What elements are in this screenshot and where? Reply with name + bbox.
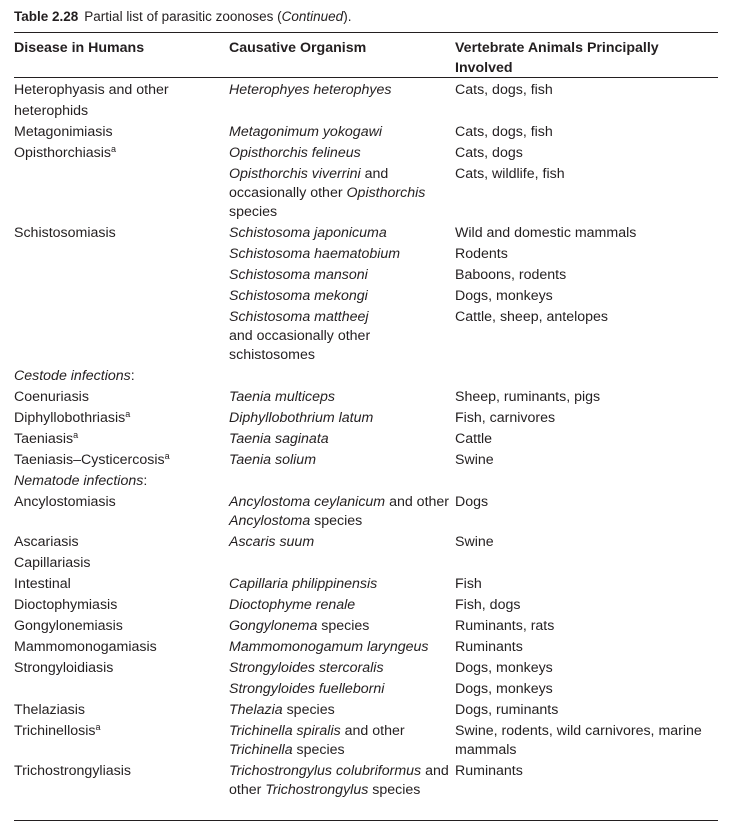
disease-cell bbox=[14, 165, 229, 222]
disease-cell: Trichostrongyliasis bbox=[14, 763, 131, 779]
animals-cell: Fish bbox=[455, 576, 482, 592]
section-title: Nematode infections bbox=[14, 473, 144, 489]
table-row bbox=[14, 492, 725, 532]
disease-cell: Coenuriasis bbox=[14, 389, 89, 405]
animals-cell: Cats, dogs, fish bbox=[455, 82, 553, 98]
organism-cell: Metagonimum yokogawi bbox=[229, 124, 382, 140]
animals-cell: Cattle, sheep, antelopes bbox=[455, 309, 609, 325]
organism-cell bbox=[229, 722, 455, 760]
organism-cell: Taenia saginata bbox=[229, 431, 329, 447]
disease-cell bbox=[14, 244, 229, 265]
table-row bbox=[14, 122, 725, 143]
animals-cell: Fish, carnivores bbox=[455, 410, 556, 426]
caption-continued: Continued bbox=[281, 9, 344, 24]
organism-cell: Capillaria philippinensis bbox=[229, 576, 378, 592]
organism-text: species bbox=[292, 742, 345, 758]
table-body bbox=[14, 80, 725, 801]
table-row bbox=[14, 223, 725, 244]
disease-cell bbox=[14, 679, 229, 700]
caption-text: Partial list of parasitic zoonoses ( bbox=[84, 9, 282, 24]
disease-cell: Schistosomiasis bbox=[14, 225, 116, 241]
disease-cell: Strongyloidiasis bbox=[14, 660, 114, 676]
table-row bbox=[14, 429, 725, 450]
organism-cell: Taenia solium bbox=[229, 452, 317, 468]
disease-cell: Ancylostomiasis bbox=[14, 494, 116, 510]
header-disease: Disease in Humans bbox=[14, 40, 145, 56]
table-row bbox=[14, 574, 725, 595]
animals-cell: Dogs bbox=[455, 494, 489, 510]
organism-name: Ancylostoma ceylanicum bbox=[229, 494, 386, 510]
organism-cell: Schistosoma haematobium bbox=[229, 246, 401, 262]
disease-cell: Heterophyasis and other heterophids bbox=[14, 82, 169, 119]
animals-cell: Swine bbox=[455, 452, 494, 468]
table-row bbox=[14, 143, 725, 164]
disease-cell: Mammomonogamiasis bbox=[14, 639, 157, 655]
organism-text: and occasionally other bbox=[229, 166, 389, 201]
organism-text: and other bbox=[385, 494, 450, 510]
organism-name: Trichinella spiralis bbox=[229, 723, 341, 739]
footnote-marker: a bbox=[95, 722, 101, 732]
disease-cell bbox=[14, 286, 229, 307]
organism-cell bbox=[229, 762, 455, 800]
animals-cell: Wild and domestic mammals bbox=[455, 225, 637, 241]
table-row bbox=[14, 700, 725, 721]
animals-cell: Cattle bbox=[455, 431, 493, 447]
header-organism: Causative Organism bbox=[229, 40, 367, 56]
organism-cell bbox=[229, 493, 455, 531]
organism-text: species bbox=[310, 513, 363, 529]
table-row bbox=[14, 761, 725, 801]
table-row bbox=[14, 387, 725, 408]
table-row bbox=[14, 286, 725, 307]
table-row bbox=[14, 679, 725, 700]
organism-genus: Opisthorchis bbox=[346, 185, 426, 201]
organism-cell: Schistosoma japonicuma bbox=[229, 225, 387, 241]
animals-cell: Fish, dogs bbox=[455, 597, 521, 613]
animals-cell: Dogs, ruminants bbox=[455, 702, 559, 718]
header-rule bbox=[14, 77, 718, 78]
animals-cell: Ruminants bbox=[455, 639, 523, 655]
disease-cell bbox=[14, 143, 229, 164]
animals-cell: Rodents bbox=[455, 246, 508, 262]
organism-text: species bbox=[229, 204, 278, 220]
organism-genus: Gongylonema bbox=[229, 618, 318, 634]
animals-cell: Sheep, ruminants, pigs bbox=[455, 389, 601, 405]
organism-cell: Taenia multiceps bbox=[229, 389, 335, 405]
organism-text: and other bbox=[340, 723, 405, 739]
header-animals: Vertebrate Animals Principally Involved bbox=[455, 40, 659, 76]
organism-cell: Opisthorchis felineus bbox=[229, 145, 361, 161]
organism-text: and other bbox=[229, 763, 449, 798]
organism-cell: Schistosoma mansoni bbox=[229, 267, 368, 283]
organism-genus: Ancylostoma bbox=[229, 513, 311, 529]
footnote-marker: a bbox=[164, 451, 170, 461]
organism-text: species bbox=[282, 702, 335, 718]
organism-cell bbox=[229, 165, 455, 222]
organism-cell bbox=[229, 616, 455, 637]
animals-cell: Cats, wildlife, fish bbox=[455, 166, 565, 182]
table-row bbox=[14, 637, 725, 658]
table-row bbox=[14, 164, 725, 223]
disease-cell bbox=[14, 722, 229, 760]
organism-cell bbox=[229, 308, 455, 365]
table-row bbox=[14, 450, 725, 471]
disease-cell: Ascariasis bbox=[14, 534, 79, 550]
disease-cell bbox=[14, 265, 229, 286]
section-row bbox=[14, 471, 725, 492]
disease-cell: Dioctophymiasis bbox=[14, 597, 118, 613]
organism-cell: Schistosoma mekongi bbox=[229, 288, 368, 304]
disease-cell: Metagonimiasis bbox=[14, 124, 113, 140]
table-row bbox=[14, 658, 725, 679]
animals-cell: Cats, dogs, fish bbox=[455, 124, 553, 140]
animals-cell: Dogs, monkeys bbox=[455, 660, 553, 676]
table-top-rule bbox=[14, 32, 718, 33]
disease-cell: Gongylonemiasis bbox=[14, 618, 123, 634]
section-row bbox=[14, 366, 725, 387]
disease-cell bbox=[14, 308, 229, 365]
organism-cell: Strongyloides fuelleborni bbox=[229, 681, 385, 697]
animals-cell: Swine bbox=[455, 534, 494, 550]
disease-cell bbox=[14, 429, 229, 450]
table-caption bbox=[14, 9, 351, 24]
disease-cell: Capillariasis bbox=[14, 555, 91, 571]
animals-cell: Ruminants bbox=[455, 763, 523, 779]
disease-text: Taeniasis–Cysticercosis bbox=[14, 452, 165, 468]
animals-cell: Cats, dogs bbox=[455, 145, 523, 161]
organism-cell: Mammomonogamum laryngeus bbox=[229, 639, 429, 655]
table-row bbox=[14, 244, 725, 265]
animals-cell: Ruminants, rats bbox=[455, 618, 555, 634]
animals-cell: Dogs, monkeys bbox=[455, 288, 553, 304]
caption-close: ). bbox=[343, 9, 352, 24]
table-row bbox=[14, 553, 725, 574]
section-colon: : bbox=[143, 473, 148, 489]
table-row bbox=[14, 721, 725, 761]
footnote-marker: a bbox=[125, 409, 131, 419]
organism-cell: Diphyllobothrium latum bbox=[229, 410, 374, 426]
table-row bbox=[14, 307, 725, 366]
organism-text: and occasionally other schistosomes bbox=[229, 328, 371, 363]
section-colon: : bbox=[130, 368, 135, 384]
table-row bbox=[14, 532, 725, 553]
disease-cell: Thelaziasis bbox=[14, 702, 85, 718]
table-row bbox=[14, 408, 725, 429]
table-bottom-rule bbox=[14, 820, 718, 821]
disease-text: Opisthorchiasis bbox=[14, 145, 111, 161]
organism-name: Trichostrongylus colubriformus bbox=[229, 763, 422, 779]
table-label: Table 2.28 bbox=[14, 9, 79, 24]
table-row bbox=[14, 80, 725, 122]
organism-cell: Ascaris suum bbox=[229, 534, 315, 550]
disease-text: Diphyllobothriasis bbox=[14, 410, 126, 426]
organism-name: Schistosoma mattheej bbox=[229, 309, 369, 325]
table-row bbox=[14, 595, 725, 616]
organism-genus: Trichostrongylus bbox=[265, 782, 369, 798]
animals-cell: Swine, rodents, wild carnivores, marine mammals bbox=[455, 723, 702, 758]
section-heading bbox=[14, 471, 229, 492]
section-title: Cestode infections bbox=[14, 368, 131, 384]
disease-text: Taeniasis bbox=[14, 431, 74, 447]
disease-cell bbox=[14, 450, 229, 471]
animals-cell: Baboons, rodents bbox=[455, 267, 567, 283]
footnote-marker: a bbox=[73, 430, 79, 440]
organism-cell: Heterophyes heterophyes bbox=[229, 82, 392, 98]
disease-cell: Intestinal bbox=[14, 576, 71, 592]
disease-cell bbox=[14, 408, 229, 429]
organism-text: species bbox=[368, 782, 421, 798]
animals-cell: Dogs, monkeys bbox=[455, 681, 553, 697]
organism-genus: Thelazia bbox=[229, 702, 283, 718]
organism-name: Opisthorchis viverrini bbox=[229, 166, 361, 182]
section-heading bbox=[14, 366, 229, 387]
table-row bbox=[14, 265, 725, 286]
disease-text: Trichinellosis bbox=[14, 723, 96, 739]
organism-cell bbox=[229, 700, 455, 721]
table-row bbox=[14, 616, 725, 637]
organism-cell: Dioctophyme renale bbox=[229, 597, 356, 613]
organism-genus: Trichinella bbox=[229, 742, 293, 758]
organism-cell: Strongyloides stercoralis bbox=[229, 660, 384, 676]
footnote-marker: a bbox=[111, 144, 117, 154]
organism-text: species bbox=[317, 618, 370, 634]
